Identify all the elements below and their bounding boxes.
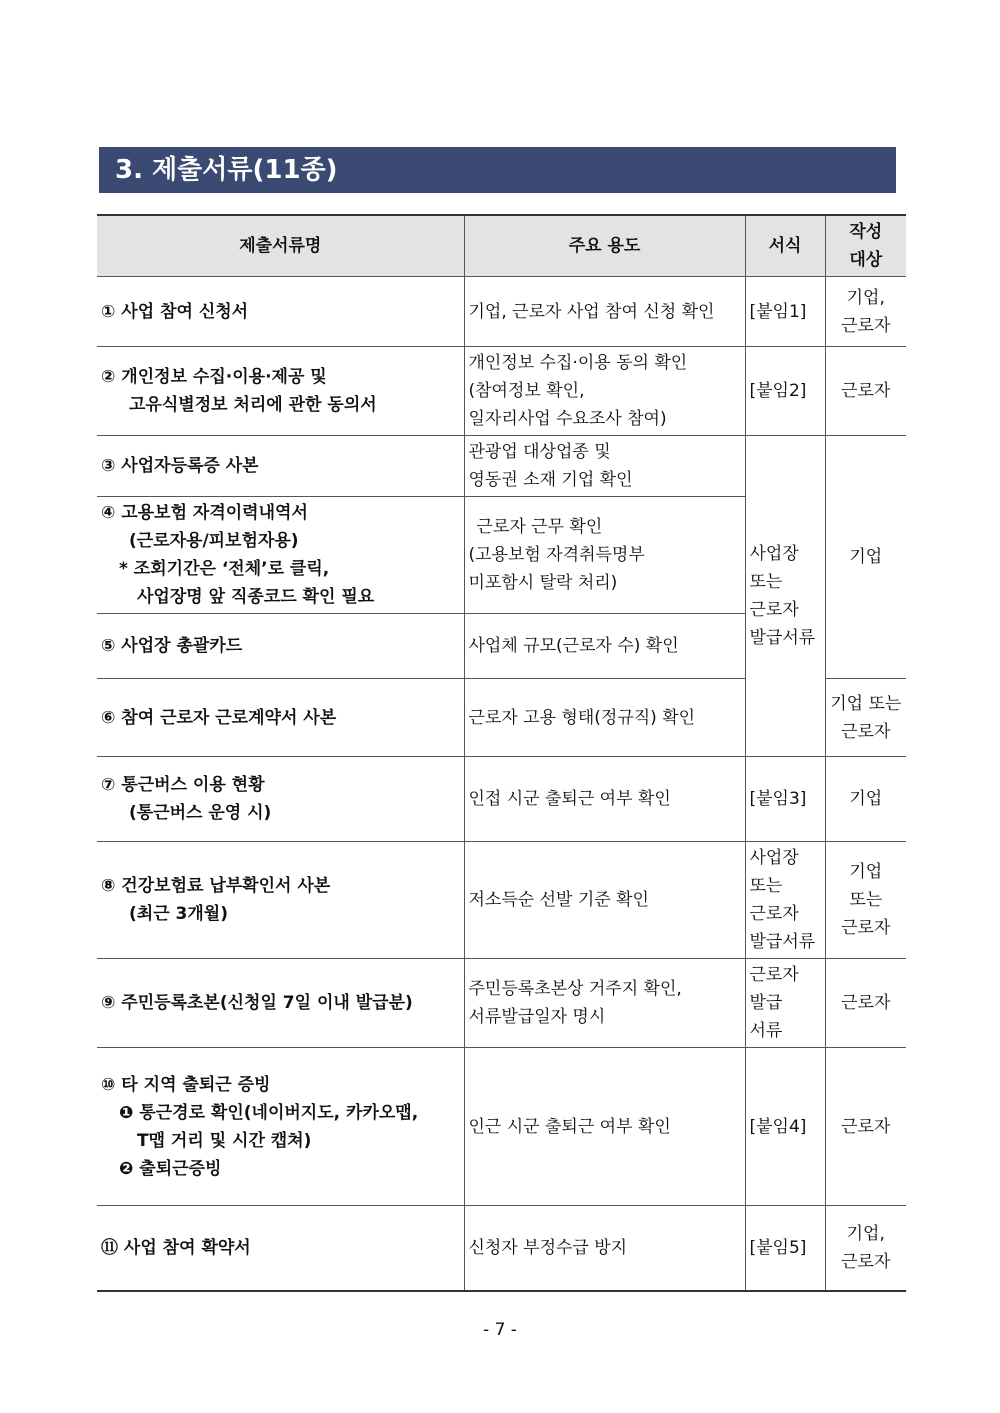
doc-target-line: 근로자 bbox=[841, 1116, 891, 1137]
doc-use-line: 사업체 규모(근로자 수) 확인 bbox=[468, 636, 679, 656]
doc-name-line: ⑤ 사업장 총괄카드 bbox=[101, 636, 243, 656]
doc-form bbox=[745, 347, 825, 436]
header-target-line: 작성 bbox=[849, 222, 883, 242]
doc-target-line: 기업 bbox=[849, 789, 883, 809]
doc-target bbox=[825, 1206, 906, 1291]
header-name: 제출서류명 bbox=[97, 215, 464, 277]
doc-name-line: ② 개인정보 수집·이용·제공 및 bbox=[101, 367, 327, 387]
doc-use-line: 인접 시군 출퇴근 여부 확인 bbox=[468, 789, 671, 809]
doc-name bbox=[97, 614, 464, 679]
doc-use bbox=[464, 1048, 745, 1206]
doc-use bbox=[464, 497, 745, 614]
doc-name-line: ① 사업 참여 신청서 bbox=[101, 301, 249, 322]
doc-form-line: 발급서류 bbox=[749, 932, 816, 952]
documents-table bbox=[97, 214, 906, 1292]
doc-name bbox=[97, 497, 464, 614]
doc-use-line: 미포함시 탈락 처리) bbox=[468, 573, 618, 593]
doc-form bbox=[745, 959, 825, 1048]
doc-target bbox=[825, 347, 906, 436]
doc-form-line: 근로자 bbox=[749, 904, 799, 924]
doc-form-line: [붙임1] bbox=[749, 301, 807, 322]
doc-use-line: 인근 시군 출퇴근 여부 확인 bbox=[468, 1116, 671, 1137]
doc-name-line: ⑧ 건강보험료 납부확인서 사본 bbox=[101, 876, 331, 896]
table-row bbox=[97, 347, 906, 436]
doc-form bbox=[745, 757, 825, 842]
doc-use-line: 기업, 근로자 사업 참여 신청 확인 bbox=[468, 301, 715, 322]
doc-form-line: [붙임5] bbox=[749, 1237, 807, 1258]
table-row bbox=[97, 842, 906, 959]
table-row bbox=[97, 959, 906, 1048]
doc-use bbox=[464, 959, 745, 1048]
doc-name-line: ⑥ 참여 근로자 근로계약서 사본 bbox=[101, 707, 337, 728]
doc-use bbox=[464, 614, 745, 679]
doc-target-line: 근로자 bbox=[841, 315, 891, 336]
doc-form-line: 근로자 bbox=[749, 600, 799, 620]
doc-target-line: 근로자 bbox=[841, 721, 891, 742]
doc-target-line: 또는 bbox=[849, 890, 883, 910]
table-row bbox=[97, 1206, 906, 1291]
doc-use-line: (참여정보 확인, bbox=[468, 381, 585, 401]
doc-form-line: 또는 bbox=[749, 572, 783, 592]
doc-use-line: 일자리사업 수요조사 참여) bbox=[468, 409, 667, 429]
doc-name-line: T맵 거리 및 시간 캡쳐) bbox=[137, 1130, 312, 1151]
doc-target bbox=[825, 1048, 906, 1206]
doc-use-line: 영동권 소재 기업 확인 bbox=[468, 470, 633, 490]
doc-use-line: (고용보험 자격취득명부 bbox=[468, 545, 645, 565]
doc-target-line: 기업, bbox=[846, 287, 885, 308]
doc-form-line: 발급서류 bbox=[749, 628, 816, 648]
doc-target-line: 기업 bbox=[849, 547, 883, 567]
doc-name bbox=[97, 347, 464, 436]
header-use: 주요 용도 bbox=[464, 215, 745, 277]
doc-use-line: 주민등록초본상 거주지 확인, bbox=[468, 979, 682, 999]
doc-name-line: ⑨ 주민등록초본(신청일 7일 이내 발급분) bbox=[101, 993, 413, 1013]
doc-form-line: [붙임2] bbox=[749, 381, 807, 401]
doc-use-line: 관광업 대상업종 및 bbox=[468, 442, 611, 462]
doc-name-line: 사업장명 앞 직종코드 확인 필요 bbox=[137, 587, 375, 607]
doc-name-line: ③ 사업자등록증 사본 bbox=[101, 456, 259, 476]
doc-use-line: 서류발급일자 명시 bbox=[468, 1007, 606, 1027]
doc-target bbox=[825, 959, 906, 1048]
doc-name bbox=[97, 1048, 464, 1206]
doc-form-line: 또는 bbox=[749, 876, 783, 896]
header-form: 서식 bbox=[745, 215, 825, 277]
doc-use bbox=[464, 757, 745, 842]
doc-use bbox=[464, 842, 745, 959]
section-title: 3. 제출서류(11종) bbox=[99, 147, 896, 193]
doc-name bbox=[97, 959, 464, 1048]
doc-target bbox=[825, 842, 906, 959]
doc-target bbox=[825, 757, 906, 842]
doc-use-line: 저소득순 선발 기준 확인 bbox=[468, 890, 649, 910]
doc-name-line: ❶ 통근경로 확인(네이버지도, 카카오맵, bbox=[119, 1102, 419, 1123]
doc-name-line: ⑪ 사업 참여 확약서 bbox=[101, 1237, 251, 1258]
doc-use bbox=[464, 679, 745, 757]
doc-form-line: 사업장 bbox=[749, 544, 799, 564]
doc-form-line: 근로자 bbox=[749, 965, 799, 985]
doc-name bbox=[97, 1206, 464, 1291]
doc-form-line: 서류 bbox=[749, 1021, 783, 1041]
doc-name-line: ⑩ 타 지역 출퇴근 증빙 bbox=[101, 1074, 271, 1095]
doc-target-line: 기업 또는 bbox=[830, 693, 902, 714]
doc-form-line: [붙임3] bbox=[749, 789, 807, 809]
doc-target-line: 근로자 bbox=[841, 1251, 891, 1272]
doc-use-line: 개인정보 수집·이용 동의 확인 bbox=[468, 353, 688, 373]
doc-use bbox=[464, 1206, 745, 1291]
doc-target-line: 근로자 bbox=[841, 993, 891, 1013]
table-row bbox=[97, 277, 906, 347]
page-number: - 7 - bbox=[483, 1320, 517, 1340]
doc-name-line: * 조회기간은 ‘전체’로 클릭, bbox=[119, 559, 330, 579]
doc-form bbox=[745, 842, 825, 959]
table-row bbox=[97, 757, 906, 842]
doc-name-line: ❷ 출퇴근증빙 bbox=[119, 1158, 222, 1179]
doc-form-line: 사업장 bbox=[749, 848, 799, 868]
table-row bbox=[97, 1048, 906, 1206]
doc-form-line: 발급 bbox=[749, 993, 783, 1013]
doc-target-line: 근로자 bbox=[841, 381, 891, 401]
table-header-row bbox=[97, 215, 906, 277]
doc-form bbox=[745, 1048, 825, 1206]
doc-form-line: [붙임4] bbox=[749, 1116, 807, 1137]
doc-target bbox=[825, 679, 906, 757]
doc-use bbox=[464, 347, 745, 436]
header-target-line: 대상 bbox=[849, 250, 883, 270]
doc-target-line: 기업 bbox=[849, 862, 883, 882]
doc-target-line: 기업, bbox=[846, 1223, 885, 1244]
doc-name-line: (통근버스 운영 시) bbox=[129, 803, 272, 823]
doc-name-line: ④ 고용보험 자격이력내역서 bbox=[101, 503, 308, 523]
doc-name bbox=[97, 679, 464, 757]
doc-name-line: (최근 3개월) bbox=[129, 904, 228, 924]
doc-name-line: (근로자용/피보험자용) bbox=[129, 531, 299, 551]
doc-target-line: 근로자 bbox=[841, 918, 891, 938]
doc-target-merged bbox=[825, 436, 906, 679]
doc-form bbox=[745, 1206, 825, 1291]
doc-name bbox=[97, 842, 464, 959]
doc-use-line: 근로자 근무 확인 bbox=[476, 517, 603, 537]
doc-name-line: 고유식별정보 처리에 관한 동의서 bbox=[129, 395, 377, 415]
doc-form-merged bbox=[745, 436, 825, 757]
doc-name bbox=[97, 277, 464, 347]
doc-name-line: ⑦ 통근버스 이용 현황 bbox=[101, 775, 265, 795]
doc-name bbox=[97, 436, 464, 497]
doc-use-line: 근로자 고용 형태(정규직) 확인 bbox=[468, 707, 696, 728]
doc-name bbox=[97, 757, 464, 842]
doc-form bbox=[745, 277, 825, 347]
header-target bbox=[825, 215, 906, 277]
doc-use bbox=[464, 277, 745, 347]
doc-use bbox=[464, 436, 745, 497]
doc-target bbox=[825, 277, 906, 347]
doc-use-line: 신청자 부정수급 방지 bbox=[468, 1237, 628, 1258]
table-row bbox=[97, 436, 906, 497]
